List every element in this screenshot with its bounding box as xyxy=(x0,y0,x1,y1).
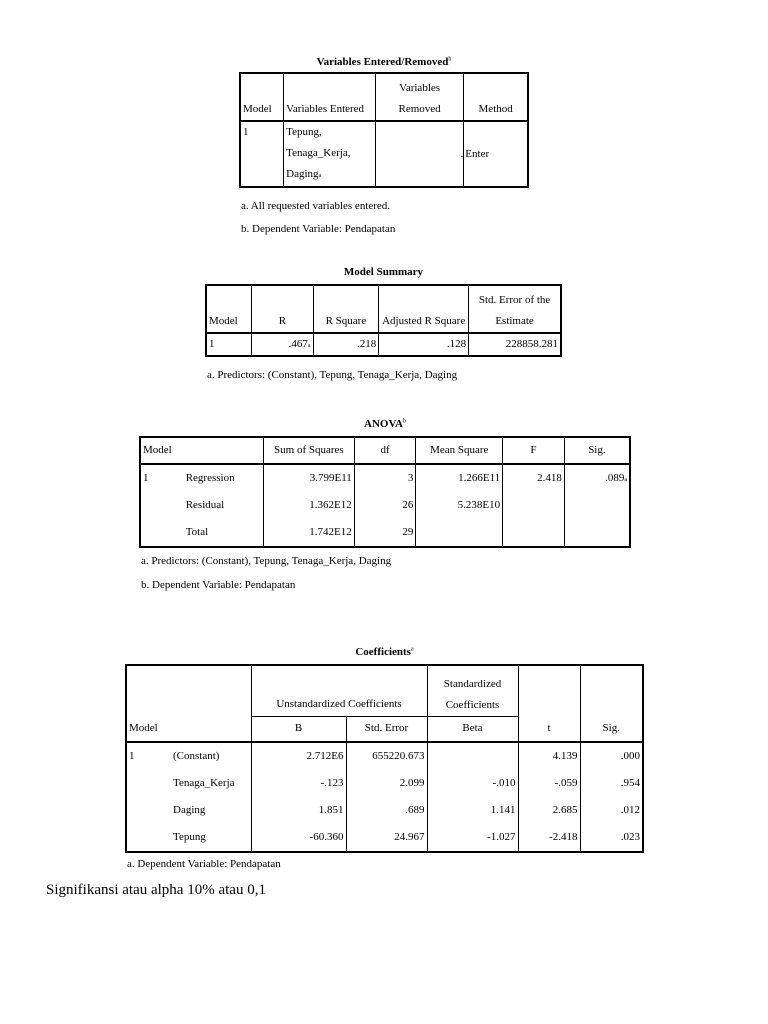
footnote-a: a. Dependent Variable: Pendapatan xyxy=(127,858,281,870)
header-text: Variables Removed xyxy=(398,82,441,115)
header-std-error xyxy=(469,285,561,333)
cell-model xyxy=(126,797,171,824)
cell-adjusted-r-square: .128 xyxy=(379,333,469,356)
footnote-a: a. Predictors: (Constant), Tepung, Tenaga_Kerja, Daging xyxy=(207,369,458,381)
footnote-marker: b xyxy=(448,56,452,63)
cell-std-error: 2.099 xyxy=(346,770,427,797)
header-row xyxy=(140,437,630,464)
footnote-a: a. All requested variables entered. xyxy=(241,200,391,212)
header-blank xyxy=(518,665,580,716)
variables-entered-removed-title xyxy=(239,56,529,68)
cell-sig: .954 xyxy=(580,770,643,797)
header-std-error: Std. Error xyxy=(346,716,427,742)
cell-std-error: .689 xyxy=(346,797,427,824)
cell-label: Total xyxy=(184,519,264,547)
header-variables-entered: Variables Entered xyxy=(284,73,376,121)
value-text: .089 xyxy=(605,472,625,484)
header-adjusted-r-square: Adjusted R Square xyxy=(379,285,469,333)
cell-sum-of-squares: 3.799E11 xyxy=(263,464,354,492)
footnote-marker: a xyxy=(307,343,311,349)
footnote-marker: a xyxy=(624,477,627,483)
cell-df: 29 xyxy=(354,519,416,547)
model-summary-table xyxy=(205,284,562,357)
footnote-marker: a xyxy=(410,646,414,653)
header-r-square: R Square xyxy=(313,285,379,333)
header-sig: Sig. xyxy=(564,437,630,464)
table-row xyxy=(126,770,643,797)
title-text: Coefficients xyxy=(355,646,411,658)
header-text: Std. Error of the Estimate xyxy=(478,294,551,327)
cell-r xyxy=(252,333,313,356)
header-row xyxy=(240,73,528,121)
header-sum-of-squares: Sum of Squares xyxy=(263,437,354,464)
cell-model: 1 xyxy=(126,742,171,770)
anova-title xyxy=(139,418,631,430)
header-model: Model xyxy=(126,716,251,742)
header-beta: Beta xyxy=(427,716,518,742)
footnote-marker: a xyxy=(318,173,322,179)
cell-mean-square: 5.238E10 xyxy=(416,492,503,519)
cell-std-error: 655220.673 xyxy=(346,742,427,770)
cell-label: Regression xyxy=(184,464,264,492)
entered-line: Tepung, xyxy=(286,126,322,138)
cell-f xyxy=(503,519,565,547)
entered-text: Daging xyxy=(286,168,319,180)
cell-beta xyxy=(427,742,518,770)
header-row xyxy=(126,716,643,742)
cell-sig xyxy=(564,492,630,519)
conclusion-text: Signifikansi atau alpha 10% atau 0,1 xyxy=(46,882,266,898)
title-text: ANOVA xyxy=(364,418,403,430)
cell-sum-of-squares: 1.742E12 xyxy=(263,519,354,547)
footnote-a: a. Predictors: (Constant), Tepung, Tenaga_Kerja, Daging xyxy=(141,555,392,567)
cell-beta: -.010 xyxy=(427,770,518,797)
header-model: Model xyxy=(240,73,284,121)
header-text: Standardized xyxy=(443,677,502,690)
cell-sig xyxy=(564,464,630,492)
header-method: Method xyxy=(464,73,528,121)
cell-df: 3 xyxy=(354,464,416,492)
cell-model xyxy=(140,492,184,519)
header-group-row xyxy=(126,665,643,716)
cell-model xyxy=(126,824,171,852)
cell-mean-square xyxy=(416,519,503,547)
header-r: R xyxy=(252,285,313,333)
cell-model xyxy=(140,519,184,547)
entered-line: Tenaga_Kerja, xyxy=(286,147,351,159)
cell-label: Residual xyxy=(184,492,264,519)
coefficients-table xyxy=(125,664,644,853)
header-text: Coefficients xyxy=(445,698,500,711)
cell-t: -2.418 xyxy=(518,824,580,852)
header-df: df xyxy=(354,437,416,464)
header-row xyxy=(206,285,561,333)
header-sig: Sig. xyxy=(580,716,643,742)
cell-label: Tenaga_Kerja xyxy=(171,770,251,797)
entered-line xyxy=(286,164,373,185)
header-model: Model xyxy=(206,285,252,333)
value-text: .467 xyxy=(288,338,308,350)
cell-t: 4.139 xyxy=(518,742,580,770)
cell-sum-of-squares: 1.362E12 xyxy=(263,492,354,519)
table-row xyxy=(240,121,528,187)
header-unstandardized-coefficients: Unstandardized Coefficients xyxy=(251,665,427,716)
header-blank xyxy=(126,665,251,716)
header-f: F xyxy=(503,437,565,464)
footnote-b: b. Dependent Variable: Pendapatan xyxy=(241,223,396,235)
table-row xyxy=(126,742,643,770)
header-model: Model xyxy=(140,437,263,464)
cell-b: -60.360 xyxy=(251,824,346,852)
cell-df: 26 xyxy=(354,492,416,519)
cell-variables-entered xyxy=(284,121,376,187)
table-row xyxy=(140,519,630,547)
table-row xyxy=(206,333,561,356)
cell-t: -.059 xyxy=(518,770,580,797)
cell-model: 1 xyxy=(206,333,252,356)
cell-model: 1 xyxy=(140,464,184,492)
cell-t: 2.685 xyxy=(518,797,580,824)
cell-f: 2.418 xyxy=(503,464,565,492)
cell-beta: 1.141 xyxy=(427,797,518,824)
anova-table xyxy=(139,436,631,548)
cell-label: (Constant) xyxy=(171,742,251,770)
variables-entered-removed-table xyxy=(239,72,529,188)
cell-model xyxy=(126,770,171,797)
cell-method: Enter xyxy=(464,121,528,187)
cell-std-error: 228858.281 xyxy=(469,333,561,356)
footnote-b: b. Dependent Variable: Pendapatan xyxy=(141,579,296,591)
cell-b: 1.851 xyxy=(251,797,346,824)
cell-sig: .012 xyxy=(580,797,643,824)
cell-std-error: 24.967 xyxy=(346,824,427,852)
model-summary-title: Model Summary xyxy=(343,266,424,278)
coefficients-title xyxy=(125,646,644,658)
table-row xyxy=(140,464,630,492)
header-mean-square: Mean Square xyxy=(416,437,503,464)
header-blank xyxy=(580,665,643,716)
header-b: B xyxy=(251,716,346,742)
table-row xyxy=(126,797,643,824)
header-t: t xyxy=(518,716,580,742)
cell-label: Daging xyxy=(171,797,251,824)
footnote-marker: b xyxy=(402,418,406,425)
cell-model: 1 xyxy=(240,121,284,187)
header-variables-removed xyxy=(375,73,463,121)
title-text: Variables Entered/Removed xyxy=(316,56,449,68)
cell-r-square: .218 xyxy=(313,333,379,356)
cell-sig: .023 xyxy=(580,824,643,852)
cell-b: -.123 xyxy=(251,770,346,797)
cell-sig xyxy=(564,519,630,547)
cell-label: Tepung xyxy=(171,824,251,852)
cell-variables-removed: . xyxy=(375,121,463,187)
cell-sig: .000 xyxy=(580,742,643,770)
cell-b: 2.712E6 xyxy=(251,742,346,770)
table-row xyxy=(140,492,630,519)
cell-f xyxy=(503,492,565,519)
cell-mean-square: 1.266E11 xyxy=(416,464,503,492)
header-standardized-coefficients xyxy=(427,665,518,716)
cell-beta: -1.027 xyxy=(427,824,518,852)
table-row xyxy=(126,824,643,852)
